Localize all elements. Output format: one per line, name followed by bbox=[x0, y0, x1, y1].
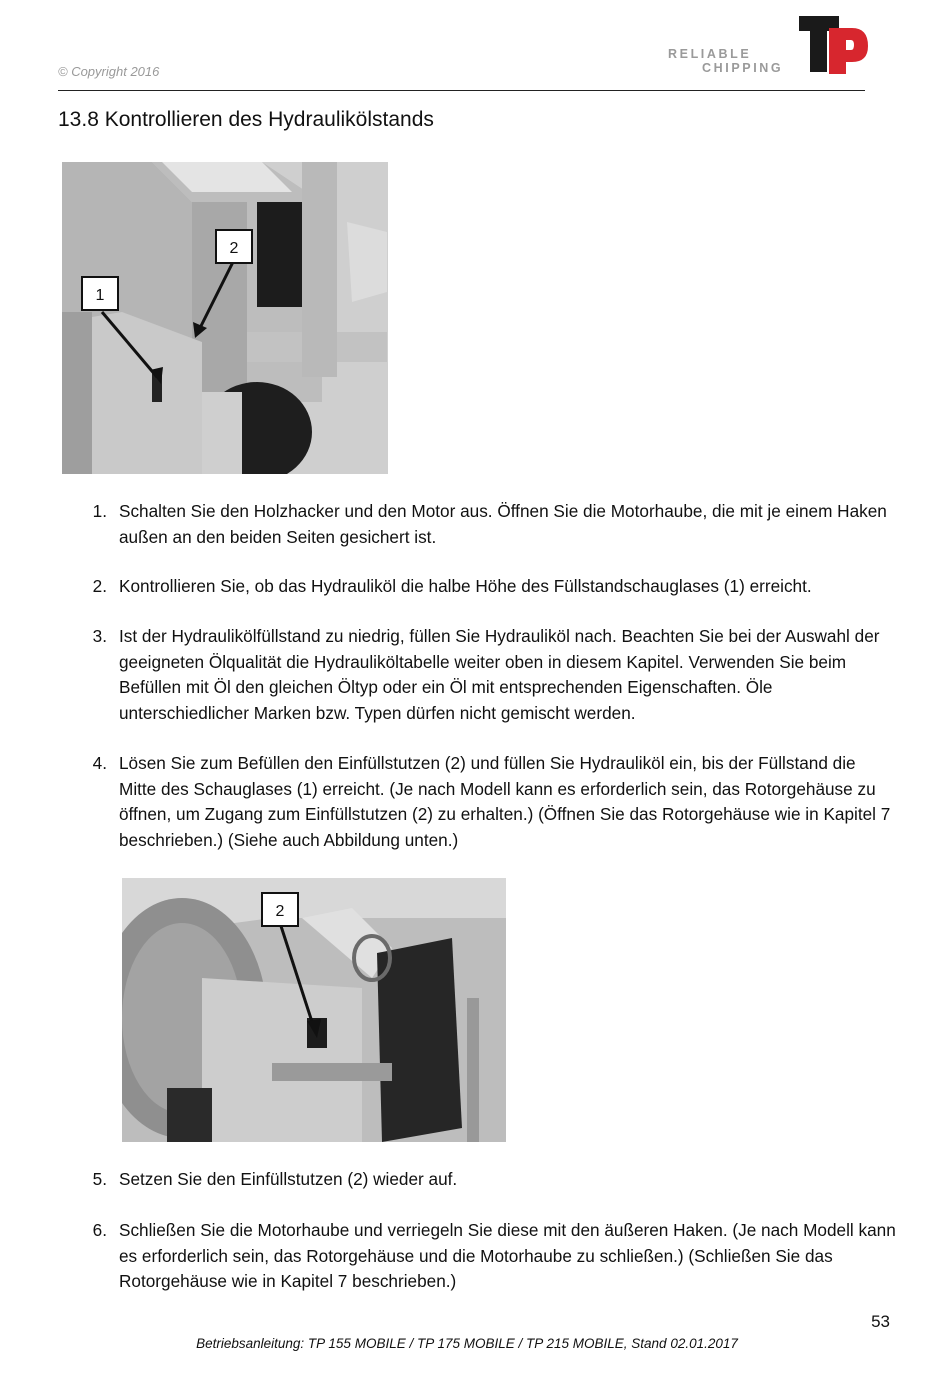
step-text: Schließen Sie die Motorhaube und verriegeln Sie diese mit den äußeren Haken. (Je nach Modell kann es erforderlich sein, das Rotorgehäuse und die Motorhaube zu schließen.) (Schließen Sie das Rotorgehäuse wie in Kapitel 7 beschrieben.) bbox=[119, 1220, 896, 1292]
step-number: 4. bbox=[92, 753, 107, 773]
step-number: 6. bbox=[92, 1220, 107, 1240]
step-6 bbox=[87, 1218, 897, 1296]
step-2 bbox=[87, 574, 897, 600]
step-text: Setzen Sie den Einfüllstutzen (2) wieder auf. bbox=[119, 1169, 458, 1189]
brand-tagline-line2: CHIPPING bbox=[702, 61, 784, 75]
document-footer: Betriebsanleitung: TP 155 MOBILE / TP 175 MOBILE / TP 215 MOBILE, Stand 02.01.2017 bbox=[196, 1336, 738, 1351]
brand-tagline bbox=[668, 47, 783, 75]
tp-logo bbox=[796, 12, 870, 76]
section-title: 13.8 Kontrollieren des Hydraulikölstands bbox=[58, 108, 434, 131]
hydraulic-tank-figure bbox=[62, 162, 388, 474]
step-number: 3. bbox=[92, 626, 107, 646]
brand-tagline-line1: RELIABLE bbox=[668, 47, 752, 61]
step-text: Lösen Sie zum Befüllen den Einfüllstutzen (2) und füllen Sie Hydrauliköl ein, bis der Füllstand die Mitte des Schauglases (1) erreicht. (Je nach Modell kann es erforderlich sein, das Rotorgehäuse zu öffnen, um Zugang zum Einfüllstutzen (2) zu erhalten.) (Öffnen Sie das Rotorgehäuse wie in Kapitel 7 beschrieben.) (Siehe auch Abbildung unten.) bbox=[119, 753, 891, 850]
page-number: 53 bbox=[871, 1312, 890, 1331]
step-text: Ist der Hydraulikölfüllstand zu niedrig, füllen Sie Hydrauliköl nach. Beachten Sie bei der Auswahl der geeigneten Ölqualität die Hydrauliköltabelle weiter oben in diesem Kapitel. Verwenden Sie beim Befüllen mit Öl den gleichen Öltyp oder ein Öl mit entsprechenden Eigenschaften. Öle unterschiedlicher Marken bzw. Typen dürfen nicht gemischt werden. bbox=[119, 626, 880, 723]
step-number: 1. bbox=[92, 501, 107, 521]
step-1 bbox=[87, 499, 897, 551]
step-3 bbox=[87, 624, 897, 728]
step-number: 5. bbox=[92, 1169, 107, 1189]
step-text: Kontrollieren Sie, ob das Hydrauliköl die halbe Höhe des Füllstandschauglases (1) erreicht. bbox=[119, 576, 812, 596]
figure2-callout-2: 2 bbox=[275, 903, 285, 920]
filler-neck-figure bbox=[122, 878, 506, 1142]
copyright-notice: © Copyright 2016 bbox=[58, 64, 160, 79]
step-text: Schalten Sie den Holzhacker und den Motor aus. Öffnen Sie die Motorhaube, die mit je einem Haken außen an den beiden Seiten gesichert ist. bbox=[119, 501, 887, 547]
step-4 bbox=[87, 751, 897, 855]
step-number: 2. bbox=[92, 576, 107, 596]
step-5 bbox=[87, 1167, 897, 1193]
figure1-callout-1: 1 bbox=[95, 287, 105, 304]
header-rule bbox=[58, 90, 865, 91]
figure1-callout-2: 2 bbox=[229, 240, 239, 257]
